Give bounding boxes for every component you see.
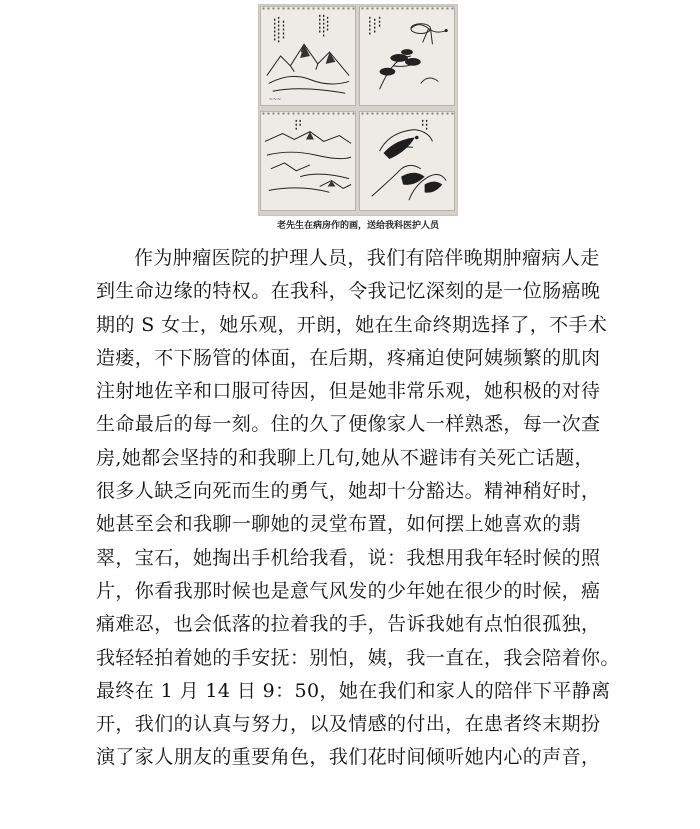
paragraph-line: 片，你看我那时候也是意气风发的少年她在很少的时候，癌 <box>96 579 601 602</box>
paragraph-line: 我轻轻拍着她的手安抚：别怕，姨，我一直在，我会陪着你。 <box>96 646 620 669</box>
paragraph-line: 期的 S 女士，她乐观，开朗，她在生命终期选择了，不手术 <box>96 313 608 336</box>
paragraph-line: 痛难忍，也会低落的拉着我的手，告诉我她有点怕很孤独， <box>96 613 601 636</box>
sketch-page-crane-pine <box>359 6 455 106</box>
paragraph-line: 演了家人朋友的重要角色，我们花时间倾听她内心的声音， <box>96 746 601 769</box>
paragraph-line: 她甚至会和我聊一聊她的灵堂布置，如何摆上她喜欢的翡 <box>96 513 582 536</box>
sketch-page-river <box>260 111 356 211</box>
paragraph-line: 到生命边缘的特权。在我科，令我记忆深刻的是一位肠癌晚 <box>96 280 601 303</box>
figure-caption: 老先生在病房作的画，送给我科医护人员 <box>276 221 439 231</box>
sketches-photo <box>258 4 458 216</box>
paragraph-line: 作为肿瘤医院的护理人员，我们有陪伴晚期肿瘤病人走 <box>134 247 600 269</box>
river-sketch-icon <box>261 112 355 210</box>
sketch-page-landscape <box>260 6 356 106</box>
paragraph-line: 造瘘，不下肠管的体面，在后期，疼痛迫使阿姨频繁的肌肉 <box>96 346 601 369</box>
sketch-page-bird-flower <box>359 111 455 211</box>
paragraph-line: 很多人缺乏向死而生的勇气，她却十分豁达。精神稍好时， <box>96 480 601 503</box>
paragraph-line: 房,她都会坚持的和我聊上几句,她从不避讳有关死亡话题， <box>96 446 594 469</box>
paragraph-line: 注射地佐辛和口服可待因，但是她非常乐观，她积极的对待 <box>96 380 601 403</box>
crane-pine-sketch-icon <box>360 7 454 105</box>
paragraph-line: 最终在 1 月 14 日 9：50，她在我们和家人的陪伴下平静离 <box>96 679 611 702</box>
paragraph-line: 生命最后的每一刻。住的久了便像家人一样熟悉，每一次查 <box>96 413 601 436</box>
paragraph-line: 开，我们的认真与努力，以及情感的付出，在患者终末期扮 <box>96 713 601 736</box>
landscape-sketch-icon <box>261 7 355 105</box>
bird-flower-sketch-icon <box>360 112 454 210</box>
svg-text:~~~: ~~~ <box>268 97 282 104</box>
article-body <box>96 242 620 775</box>
paragraph-line: 翠，宝石，她掏出手机给我看，说：我想用我年轻时候的照 <box>96 546 601 569</box>
